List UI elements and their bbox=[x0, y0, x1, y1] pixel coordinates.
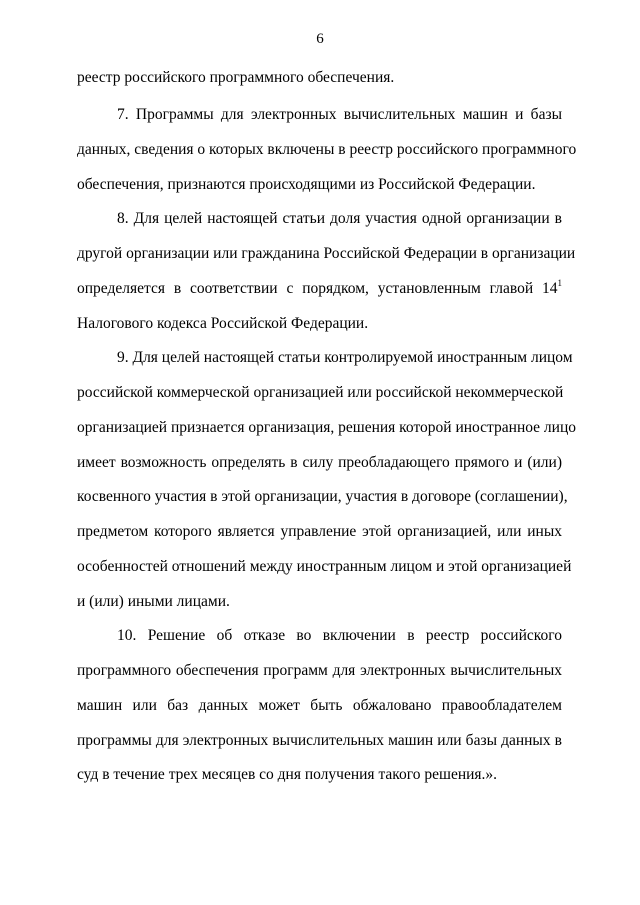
paragraph-7-line: обеспечения, признаются происходящими из Российской Федерации. bbox=[77, 176, 536, 193]
paragraph-9-line: имеет возможность определять в силу преобладающего прямого и (или) bbox=[77, 454, 562, 471]
paragraph-10-line: 10. Решение об отказе во включении в реестр российского bbox=[117, 627, 562, 644]
paragraph-8-line-text: определяется в соответствии с порядком, установленным главой 14 bbox=[77, 280, 558, 297]
paragraph-9-line: косвенного участия в этой организации, участия в договоре (соглашении), bbox=[77, 488, 568, 505]
paragraph-line: реестр российского программного обеспечения. bbox=[77, 69, 395, 86]
paragraph-9-line: предметом которого является управление этой организацией, или иных bbox=[77, 523, 562, 540]
paragraph-8-line: 8. Для целей настоящей статьи доля участия одной организации в bbox=[117, 210, 562, 227]
paragraph-8-line: Налогового кодекса Российской Федерации. bbox=[77, 315, 369, 332]
paragraph-10-line: машин или баз данных может быть обжаловано правообладателем bbox=[77, 697, 562, 714]
paragraph-9-line: и (или) иными лицами. bbox=[77, 593, 230, 610]
superscript: 1 bbox=[557, 278, 562, 288]
paragraph-8-line bbox=[77, 279, 562, 299]
paragraph-9-line: организацией признается организация, решения которой иностранное лицо bbox=[77, 419, 577, 436]
paragraph-7-line: 7. Программы для электронных вычислительных машин и базы bbox=[117, 106, 562, 123]
page-number: 6 bbox=[316, 31, 324, 47]
paragraph-10-line: программы для электронных вычислительных машин или базы данных в bbox=[77, 732, 562, 749]
paragraph-10-line: программного обеспечения программ для электронных вычислительных bbox=[77, 662, 562, 679]
paragraph-10-line: суд в течение трех месяцев со дня получения такого решения.». bbox=[77, 766, 498, 783]
paragraph-9-line: 9. Для целей настоящей статьи контролируемой иностранным лицом bbox=[117, 349, 573, 366]
paragraph-7-line: данных, сведения о которых включены в реестр российского программного bbox=[77, 141, 577, 158]
paragraph-9-line: особенностей отношений между иностранным лицом и этой организацией bbox=[77, 558, 572, 575]
paragraph-8-line: другой организации или гражданина Российской Федерации в организации bbox=[77, 245, 576, 262]
paragraph-9-line: российской коммерческой организацией или российской некоммерческой bbox=[77, 384, 564, 401]
